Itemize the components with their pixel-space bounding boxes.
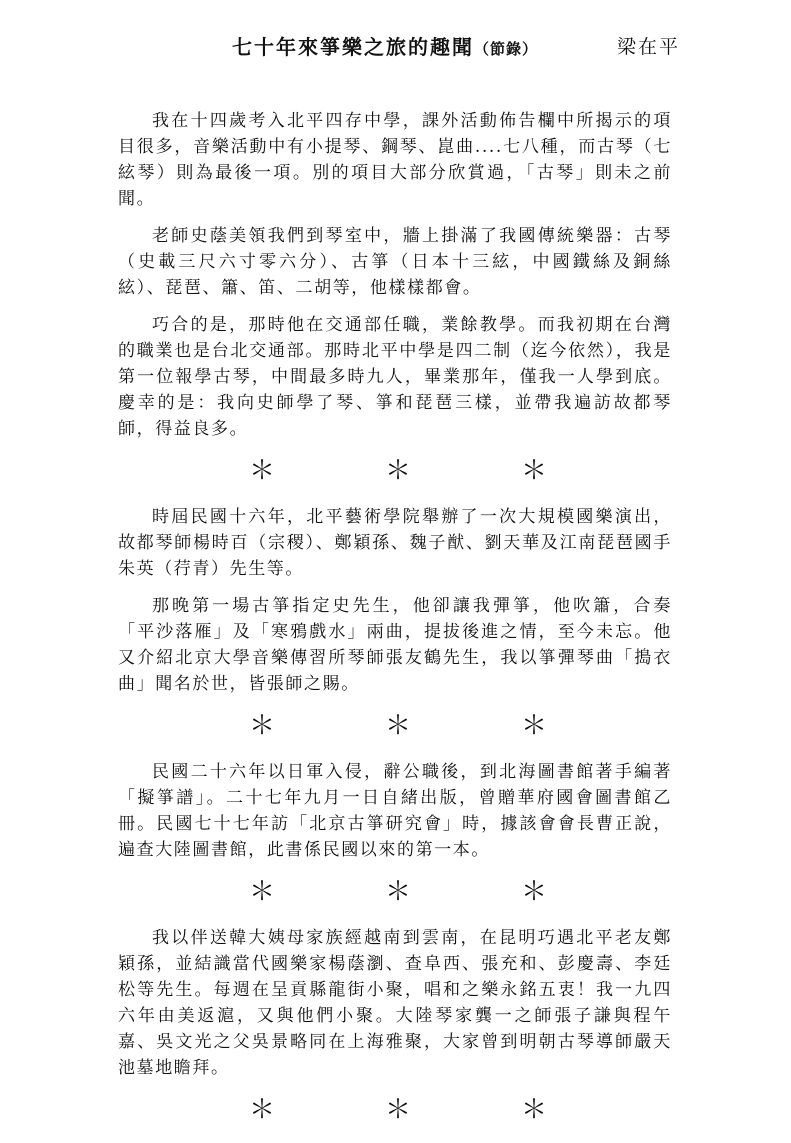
- paragraph-7: 我以伴送韓大姨母家族經越南到雲南，在昆明巧遇北平老友鄭穎孫，並結識當代國樂家楊蔭瀏、查阜西、張充和、彭慶壽、李廷松等先生。每週在呈貢縣龍街小聚，唱和之樂永銘五衷！我一九四六年由美返滬，又與他們小聚。大陸琴家龔一之師張子謙與程午嘉、吳文光之父吳景略同在上海雅聚，大家曾到明朝古琴導師嚴天池墓地瞻拜。: [118, 928, 672, 1078]
- section-separator-2: [118, 711, 672, 741]
- paragraph-2: 老師史蔭美領我們到琴室中，牆上掛滿了我國傳統樂器：古琴（史載三尺六寸零六分）、古箏（日本十三絃，中國鐵絲及銅絲絃）、琵琶、簫、笛、二胡等，他樣樣都會。: [118, 226, 672, 298]
- paragraph-6: 民國二十六年以日軍入侵，辭公職後，到北海圖書館著手編著「擬箏譜」。二十七年九月一日自緒出版，曾贈華府國會圖書館乙冊。民國七十七年訪「北京古箏研究會」時，據該會會長曹正說，遍查大陸圖書館，此書係民國以來的第一本。: [118, 762, 672, 860]
- article-title: [232, 33, 538, 63]
- separator-asterisk: ＊: [249, 877, 276, 907]
- paragraph-5: 那晚第一場古箏指定史先生，他卻讓我彈箏，他吹簫，合奏「平沙落雁」及「寒鴉戲水」兩曲，提拔後進之情，至今未忘。他又介紹北京大學音樂傳習所琴師張友鶴先生，我以箏彈琴曲「搗衣曲」聞名於世，皆張師之賜。: [118, 596, 672, 694]
- section-separator-3: [118, 877, 672, 907]
- separator-asterisk: ＊: [385, 711, 412, 741]
- separator-asterisk: ＊: [249, 456, 276, 486]
- separator-asterisk: ＊: [385, 877, 412, 907]
- paragraph-1: 我在十四歲考入北平四存中學，課外活動佈告欄中所揭示的項目很多，音樂活動中有小提琴、鋼琴、崑曲....七八種，而古琴（七絃琴）則為最後一項。別的項目大部分欣賞過，「古琴」則未之前聞。: [118, 111, 672, 209]
- article-body: [118, 108, 672, 1143]
- article-title-note: （節錄）: [474, 40, 539, 58]
- section-separator-1: [118, 456, 672, 486]
- paragraph-3: 巧合的是，那時他在交通部任職，業餘教學。而我初期在台灣的職業也是台北交通部。那時北平中學是四二制（迄今依然），我是第一位報學古琴，中間最多時九人，畢業那年，僅我一人學到底。慶幸的是：我向史師學了琴、箏和琵琶三樣，並帶我遍訪故都琴師，得益良多。: [118, 315, 672, 439]
- separator-asterisk: ＊: [385, 456, 412, 486]
- separator-asterisk: ＊: [249, 711, 276, 741]
- separator-asterisk: ＊: [521, 1095, 548, 1125]
- separator-asterisk: ＊: [521, 877, 548, 907]
- section-separator-4: [118, 1095, 672, 1125]
- separator-asterisk: ＊: [249, 1095, 276, 1125]
- separator-asterisk: ＊: [521, 711, 548, 741]
- separator-asterisk: ＊: [385, 1095, 412, 1125]
- document-header: [0, 33, 791, 63]
- article-author: 梁在平: [617, 36, 681, 58]
- separator-asterisk: ＊: [521, 456, 548, 486]
- paragraph-4: 時屆民國十六年，北平藝術學院舉辦了一次大規模國樂演出，故都琴師楊時百（宗稷）、鄭穎孫、魏子猷、劉天華及江南琵琶國手朱英（荇青）先生等。: [118, 507, 672, 579]
- article-title-main: 七十年來箏樂之旅的趣聞: [232, 35, 474, 59]
